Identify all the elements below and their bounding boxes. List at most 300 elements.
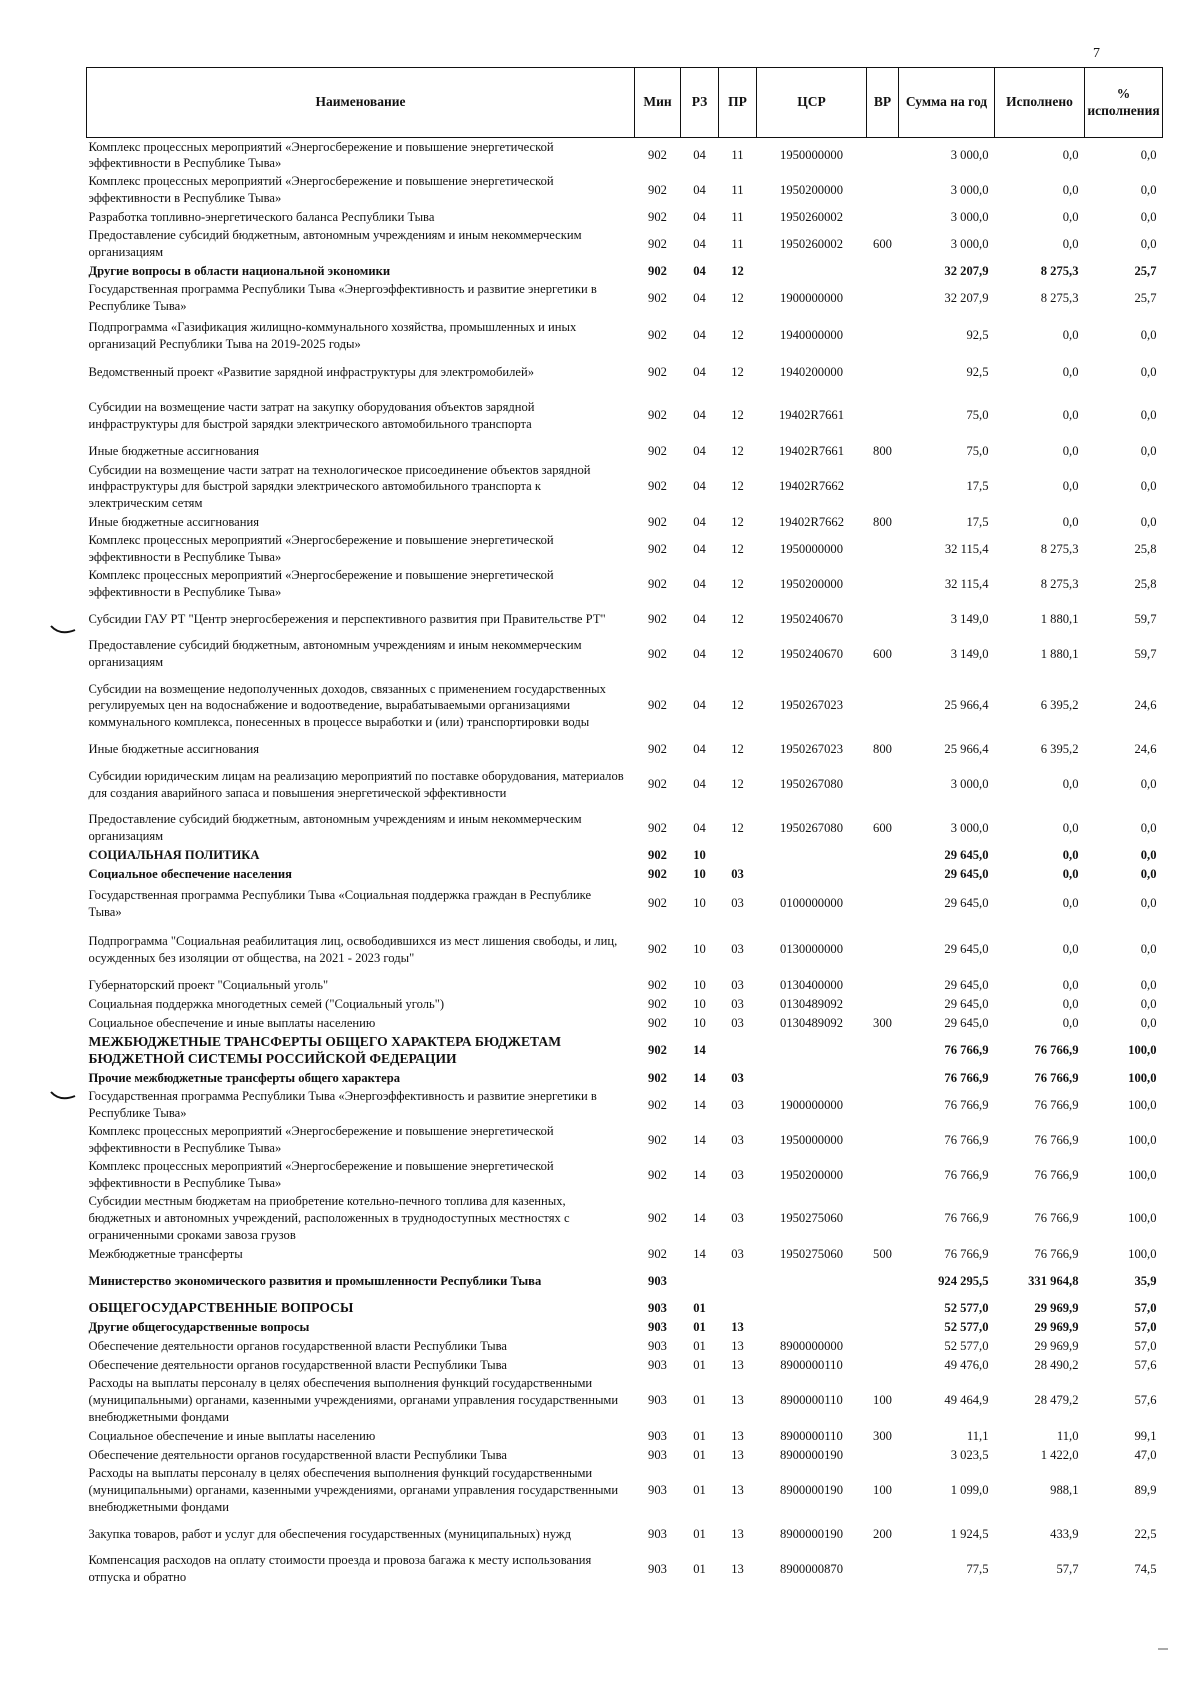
table-row [87, 1317, 1163, 1336]
cell-pct: 0,0 [1140, 408, 1157, 423]
cell-name: ОБЩЕГОСУДАРСТВЕННЫЕ ВОПРОСЫ [88, 1299, 354, 1315]
cell-pct: 100,0 [1128, 1043, 1157, 1058]
table-row [87, 1033, 1163, 1069]
cell-vr: 200 [873, 1526, 892, 1541]
cell-done: 28 479,2 [1034, 1393, 1079, 1408]
table-row [87, 1464, 1163, 1516]
cell-rz: 01 [693, 1526, 706, 1541]
cell-min: 902 [648, 646, 667, 661]
cell-rz: 10 [693, 942, 706, 957]
cell-pr: 03 [731, 977, 744, 992]
cell-pct: 59,7 [1134, 611, 1157, 626]
cell-csr: 0100000000 [780, 896, 843, 911]
cell-sum: 1 099,0 [950, 1483, 989, 1498]
cell-done: 57,7 [1056, 1561, 1079, 1576]
table-row [87, 1426, 1163, 1445]
cell-csr: 1940000000 [780, 328, 843, 343]
cell-sum: 77,5 [966, 1561, 989, 1576]
cell-rz: 01 [693, 1483, 706, 1498]
cell-pr: 12 [731, 646, 744, 661]
cell-min: 902 [648, 408, 667, 423]
cell-done: 6 395,2 [1040, 741, 1079, 756]
cell-csr: 1950260002 [780, 236, 843, 251]
header-done: Исполнено [995, 68, 1085, 138]
table-body [87, 138, 1163, 1587]
cell-rz: 14 [693, 1043, 706, 1058]
cell-vr [867, 976, 899, 995]
table-row [87, 138, 1163, 173]
cell-min: 902 [648, 1132, 667, 1147]
cell-csr: 1950240670 [780, 646, 843, 661]
cell-sum: 76 766,9 [944, 1132, 989, 1147]
table-row [87, 1087, 1163, 1122]
cell-name: Обеспечение деятельности органов государственной власти Республики Тыва [88, 1447, 507, 1462]
cell-min: 902 [648, 328, 667, 343]
cell-pct: 25,8 [1134, 541, 1157, 556]
cell-vr: 300 [873, 1015, 892, 1030]
cell-pct: 47,0 [1134, 1447, 1157, 1462]
cell-min: 902 [648, 977, 667, 992]
cell-min: 902 [648, 365, 667, 380]
cell-sum: 76 766,9 [944, 1043, 989, 1058]
cell-sum: 3 000,0 [950, 182, 989, 197]
cell-csr: 0130489092 [780, 1015, 843, 1030]
table-row [87, 442, 1163, 461]
table-row [87, 884, 1163, 924]
cell-vr [867, 461, 899, 513]
cell-done: 76 766,9 [1034, 1043, 1079, 1058]
cell-rz: 04 [693, 479, 706, 494]
cell-vr [867, 759, 899, 811]
cell-min: 903 [648, 1428, 667, 1443]
table-row [87, 356, 1163, 390]
cell-rz: 04 [693, 777, 706, 792]
cell-vr [867, 1122, 899, 1157]
cell-vr [867, 884, 899, 924]
cell-pr: 12 [731, 365, 744, 380]
table-row [87, 208, 1163, 227]
cell-name: Предоставление субсидий бюджетным, автономным учреждениям и иным некоммерческим организациям [88, 228, 582, 259]
cell-pct: 22,5 [1134, 1526, 1157, 1541]
cell-pr: 12 [731, 290, 744, 305]
cell-vr [867, 1551, 899, 1586]
table-row [87, 995, 1163, 1014]
cell-done: 988,1 [1050, 1483, 1079, 1498]
cell-min: 902 [648, 820, 667, 835]
cell-rz: 04 [693, 263, 706, 278]
table-row [87, 567, 1163, 602]
cell-name: Комплекс процессных мероприятий «Энергосбережение и повышение энергетической эффективности в Республике Тыва» [88, 1124, 554, 1155]
cell-pct: 100,0 [1128, 1211, 1157, 1226]
cell-name: Разработка топливно-энергетического баланса Республики Тыва [88, 209, 435, 224]
cell-pct: 25,8 [1134, 576, 1157, 591]
cell-min: 902 [648, 698, 667, 713]
cell-sum: 11,1 [966, 1428, 989, 1443]
cell-vr [867, 316, 899, 356]
cell-vr: 300 [873, 1428, 892, 1443]
table-row [87, 1192, 1163, 1244]
cell-name: Ведомственный проект «Развитие зарядной инфраструктуры для электромобилей» [88, 365, 535, 380]
cell-csr: 1950267080 [780, 777, 843, 792]
cell-sum: 29 645,0 [944, 847, 989, 862]
cell-done: 0,0 [1062, 408, 1079, 423]
cell-sum: 29 645,0 [944, 896, 989, 911]
cell-done: 0,0 [1062, 443, 1079, 458]
cell-sum: 32 115,4 [944, 576, 989, 591]
cell-pct: 0,0 [1140, 996, 1157, 1011]
cell-done: 76 766,9 [1034, 1211, 1079, 1226]
cell-csr [757, 1317, 867, 1336]
cell-min: 902 [648, 896, 667, 911]
cell-sum: 76 766,9 [944, 1070, 989, 1085]
cell-done: 0,0 [1062, 896, 1079, 911]
cell-min: 902 [648, 611, 667, 626]
cell-pr: 11 [731, 209, 744, 224]
cell-name: Комплекс процессных мероприятий «Энергосбережение и повышение энергетической эффективности в Республике Тыва» [88, 568, 554, 599]
cell-min: 902 [648, 1097, 667, 1112]
cell-name: Субсидии на возмещение недополученных доходов, связанных с применением государственных регулируемых цен на водоснабжение и водоотведение, вырабатываемыми организациями коммунального комплекса, понесенных в процессе выработки и (или) транспортировки воды [88, 681, 606, 729]
cell-csr: 1950000000 [780, 147, 843, 162]
cell-min: 903 [648, 1338, 667, 1353]
cell-sum: 75,0 [966, 443, 989, 458]
cell-pct: 0,0 [1140, 514, 1157, 529]
cell-pct: 100,0 [1128, 1246, 1157, 1261]
cell-csr: 19402R7662 [778, 479, 845, 494]
cell-done: 8 275,3 [1040, 541, 1079, 556]
cell-rz: 04 [693, 443, 706, 458]
cell-rz: 01 [693, 1319, 706, 1334]
cell-pct: 0,0 [1140, 977, 1157, 992]
cell-pr: 12 [731, 741, 744, 756]
table-row [87, 173, 1163, 208]
cell-pct: 74,5 [1134, 1561, 1157, 1576]
cell-done: 0,0 [1062, 182, 1079, 197]
cell-csr: 1950275060 [780, 1211, 843, 1226]
cell-sum: 76 766,9 [944, 1167, 989, 1182]
cell-pct: 0,0 [1140, 236, 1157, 251]
cell-rz: 14 [693, 1070, 706, 1085]
cell-rz: 10 [693, 977, 706, 992]
cell-vr [867, 1298, 899, 1317]
cell-sum: 29 645,0 [944, 977, 989, 992]
cell-sum: 17,5 [966, 514, 989, 529]
cell-rz: 04 [693, 290, 706, 305]
cell-pct: 0,0 [1140, 147, 1157, 162]
cell-vr [867, 1087, 899, 1122]
cell-pct: 0,0 [1140, 209, 1157, 224]
cell-sum: 75,0 [966, 408, 989, 423]
cell-pr [719, 846, 757, 865]
table-row [87, 637, 1163, 672]
cell-vr: 600 [873, 236, 892, 251]
cell-rz: 14 [693, 1132, 706, 1147]
cell-min: 903 [648, 1447, 667, 1462]
cell-rz: 14 [693, 1097, 706, 1112]
cell-sum: 52 577,0 [944, 1338, 989, 1353]
cell-rz: 01 [693, 1447, 706, 1462]
cell-sum: 29 645,0 [944, 1015, 989, 1030]
cell-rz: 10 [693, 847, 706, 862]
cell-pr: 12 [731, 611, 744, 626]
cell-min: 903 [648, 1300, 667, 1315]
cell-min: 902 [648, 741, 667, 756]
cell-vr [867, 281, 899, 316]
cell-name: Субсидии местным бюджетам на приобретение котельно-печного топлива для казенных, бюджетных и автономных учреждений, расположенных в труднодоступных местностях с ограниченными сроками завоза грузов [88, 1194, 570, 1242]
cell-csr: 1940200000 [780, 365, 843, 380]
cell-rz [681, 1263, 719, 1298]
cell-min: 902 [648, 290, 667, 305]
cell-min: 903 [648, 1273, 667, 1288]
cell-csr: 1950260002 [780, 209, 843, 224]
cell-csr: 8900000110 [780, 1393, 843, 1408]
cell-pct: 24,6 [1134, 741, 1157, 756]
cell-sum: 52 577,0 [944, 1319, 989, 1334]
cell-name: Комплекс процессных мероприятий «Энергосбережение и повышение энергетической эффективности в Республике Тыва» [88, 139, 554, 171]
cell-pct: 0,0 [1140, 1015, 1157, 1030]
cell-name: Другие вопросы в области национальной экономики [88, 263, 391, 278]
table-row [87, 1355, 1163, 1374]
table-row [87, 811, 1163, 846]
cell-name: СОЦИАЛЬНАЯ ПОЛИТИКА [88, 847, 260, 862]
cell-done: 76 766,9 [1034, 1070, 1079, 1085]
cell-pr: 13 [731, 1338, 744, 1353]
cell-name: Иные бюджетные ассигнования [88, 741, 260, 756]
margin-check-mark [50, 624, 76, 636]
cell-sum: 49 464,9 [944, 1393, 989, 1408]
cell-csr: 1950267080 [780, 820, 843, 835]
cell-vr [867, 390, 899, 442]
table-row [87, 1157, 1163, 1192]
cell-pr: 13 [731, 1428, 744, 1443]
cell-min: 902 [648, 443, 667, 458]
cell-min: 902 [648, 847, 667, 862]
cell-rz: 04 [693, 698, 706, 713]
cell-sum: 1 924,5 [950, 1526, 989, 1541]
cell-vr: 800 [873, 514, 892, 529]
cell-csr: 8900000190 [780, 1483, 843, 1498]
cell-csr: 8900000110 [780, 1357, 843, 1372]
cell-done: 6 395,2 [1040, 698, 1079, 713]
cell-sum: 32 115,4 [944, 541, 989, 556]
cell-vr: 100 [873, 1483, 892, 1498]
cell-vr [867, 532, 899, 567]
table-row [87, 1336, 1163, 1355]
cell-done: 0,0 [1062, 147, 1079, 162]
cell-name: Иные бюджетные ассигнования [88, 443, 260, 458]
cell-sum: 3 000,0 [950, 777, 989, 792]
cell-done: 1 880,1 [1040, 611, 1079, 626]
cell-name: Предоставление субсидий бюджетным, автономным учреждениям и иным некоммерческим организациям [88, 638, 582, 669]
cell-done: 28 490,2 [1034, 1357, 1079, 1372]
cell-done: 76 766,9 [1034, 1246, 1079, 1261]
cell-pr: 03 [731, 1211, 744, 1226]
cell-sum: 76 766,9 [944, 1246, 989, 1261]
cell-name: Межбюджетные трансферты [88, 1246, 243, 1261]
cell-name: Компенсация расходов на оплату стоимости проезда и провоза багажа к месту использования отпуска и обратно [88, 1553, 592, 1584]
cell-csr: 1950267023 [780, 741, 843, 756]
cell-name: Иные бюджетные ассигнования [88, 514, 260, 529]
cell-done: 29 969,9 [1034, 1300, 1079, 1315]
cell-name: Социальное обеспечение населения [88, 866, 292, 881]
cell-min: 902 [648, 866, 667, 881]
cell-sum: 25 966,4 [944, 741, 989, 756]
cell-rz: 01 [693, 1428, 706, 1443]
cell-min: 903 [648, 1393, 667, 1408]
cell-rz: 04 [693, 611, 706, 626]
cell-min: 903 [648, 1483, 667, 1498]
cell-rz: 04 [693, 576, 706, 591]
cell-pr: 12 [731, 576, 744, 591]
cell-done: 331 964,8 [1028, 1273, 1079, 1288]
cell-pct: 0,0 [1140, 479, 1157, 494]
cell-pct: 0,0 [1140, 866, 1157, 881]
cell-vr [867, 995, 899, 1014]
cell-rz: 01 [693, 1357, 706, 1372]
cell-pr [719, 1298, 757, 1317]
cell-vr [867, 1317, 899, 1336]
cell-vr [867, 924, 899, 976]
cell-rz: 04 [693, 328, 706, 343]
cell-csr: 1900000000 [780, 1097, 843, 1112]
cell-sum: 52 577,0 [944, 1300, 989, 1315]
cell-pr: 12 [731, 408, 744, 423]
cell-vr [867, 356, 899, 390]
cell-done: 76 766,9 [1034, 1097, 1079, 1112]
cell-name: Прочие межбюджетные трансферты общего характера [88, 1070, 400, 1085]
cell-pr: 03 [731, 1070, 744, 1085]
cell-sum: 924 295,5 [938, 1273, 989, 1288]
cell-pr: 11 [731, 147, 744, 162]
cell-min: 902 [648, 1246, 667, 1261]
cell-csr: 19402R7662 [778, 514, 845, 529]
cell-vr [867, 1336, 899, 1355]
cell-sum: 3 000,0 [950, 236, 989, 251]
cell-pct: 57,0 [1134, 1300, 1157, 1315]
cell-sum: 76 766,9 [944, 1211, 989, 1226]
cell-min: 902 [648, 777, 667, 792]
cell-csr: 1950200000 [780, 576, 843, 591]
cell-pct: 89,9 [1134, 1483, 1157, 1498]
cell-min: 902 [648, 996, 667, 1011]
cell-csr: 1950275060 [780, 1246, 843, 1261]
cell-vr [867, 208, 899, 227]
cell-pct: 25,7 [1134, 263, 1157, 278]
table-row [87, 865, 1163, 884]
cell-done: 76 766,9 [1034, 1167, 1079, 1182]
cell-sum: 29 645,0 [944, 942, 989, 957]
cell-sum: 76 766,9 [944, 1097, 989, 1112]
budget-table [86, 67, 1162, 1586]
cell-name: Обеспечение деятельности органов государственной власти Республики Тыва [88, 1357, 507, 1372]
cell-min: 902 [648, 1015, 667, 1030]
cell-pct: 100,0 [1128, 1132, 1157, 1147]
cell-done: 1 422,0 [1040, 1447, 1079, 1462]
cell-csr: 1950000000 [780, 1132, 843, 1147]
cell-name: Обеспечение деятельности органов государственной власти Республики Тыва [88, 1338, 507, 1353]
cell-csr: 1950240670 [780, 611, 843, 626]
cell-done: 0,0 [1062, 328, 1079, 343]
cell-pr: 11 [731, 182, 744, 197]
cell-name: МЕЖБЮДЖЕТНЫЕ ТРАНСФЕРТЫ ОБЩЕГО ХАРАКТЕРА БЮДЖЕТАМ БЮДЖЕТНОЙ СИСТЕМЫ РОССИЙСКОЙ ФЕДЕРАЦИИ [88, 1033, 562, 1067]
cell-csr [757, 1068, 867, 1087]
cell-name: Расходы на выплаты персоналу в целях обеспечения выполнения функций государственными (муниципальными) органами, казенными учреждениями, органами управления государственными внебюджетными фондами [88, 1376, 619, 1424]
cell-pr: 13 [731, 1393, 744, 1408]
cell-sum: 3 149,0 [950, 646, 989, 661]
cell-pr: 12 [731, 263, 744, 278]
cell-min: 902 [648, 209, 667, 224]
cell-done: 29 969,9 [1034, 1319, 1079, 1334]
cell-rz: 10 [693, 896, 706, 911]
cell-pr: 12 [731, 479, 744, 494]
page-number: 7 [1093, 46, 1100, 61]
cell-sum: 25 966,4 [944, 698, 989, 713]
cell-name: Субсидии на возмещение части затрат на закупку оборудования объектов зарядной инфраструктуры для быстрой зарядки электрического автомобильного транспорта [88, 399, 535, 431]
cell-pr: 12 [731, 777, 744, 792]
cell-sum: 3 149,0 [950, 611, 989, 626]
cell-vr [867, 672, 899, 740]
cell-min: 902 [648, 182, 667, 197]
cell-vr: 800 [873, 741, 892, 756]
cell-pct: 57,6 [1134, 1393, 1157, 1408]
cell-done: 0,0 [1062, 847, 1079, 862]
cell-csr [757, 1033, 867, 1069]
cell-csr: 8900000190 [780, 1447, 843, 1462]
cell-rz: 14 [693, 1246, 706, 1261]
cell-pr: 03 [731, 1132, 744, 1147]
cell-done: 0,0 [1062, 820, 1079, 835]
cell-done: 0,0 [1062, 996, 1079, 1011]
cell-pct: 0,0 [1140, 820, 1157, 835]
cell-name: Подпрограмма "Социальная реабилитация лиц, освободившихся из мест лишения свободы, и лиц, осужденных без изоляции от общества, на 2021 - 2023 годы" [88, 933, 618, 965]
cell-min: 902 [648, 514, 667, 529]
cell-csr: 8900000000 [780, 1338, 843, 1353]
cell-min: 902 [648, 576, 667, 591]
cell-name: Государственная программа Республики Тыва «Энергоэффективность и развитие энергетики в Республике Тыва» [88, 282, 597, 313]
cell-rz: 01 [693, 1393, 706, 1408]
table-row [87, 1374, 1163, 1426]
cell-pr: 11 [731, 236, 744, 251]
cell-pr: 13 [731, 1319, 744, 1334]
table-row [87, 924, 1163, 976]
header-vr: ВР [867, 68, 899, 138]
cell-pct: 0,0 [1140, 777, 1157, 792]
table-row [87, 602, 1163, 637]
cell-done: 433,9 [1050, 1526, 1079, 1541]
cell-min: 902 [648, 942, 667, 957]
cell-csr [757, 262, 867, 281]
header-min: Мин [635, 68, 681, 138]
cell-pr: 03 [731, 896, 744, 911]
cell-pr: 03 [731, 996, 744, 1011]
cell-min: 902 [648, 1070, 667, 1085]
cell-rz: 04 [693, 541, 706, 556]
cell-min: 903 [648, 1561, 667, 1576]
cell-vr [867, 1157, 899, 1192]
cell-vr [867, 1033, 899, 1069]
cell-done: 0,0 [1062, 866, 1079, 881]
cell-rz: 04 [693, 209, 706, 224]
table-row [87, 316, 1163, 356]
cell-vr: 500 [873, 1246, 892, 1261]
cell-pr: 12 [731, 514, 744, 529]
cell-vr [867, 1192, 899, 1244]
cell-rz: 01 [693, 1300, 706, 1315]
cell-pr: 12 [731, 698, 744, 713]
cell-sum: 32 207,9 [944, 290, 989, 305]
cell-name: Государственная программа Республики Тыва «Социальная поддержка граждан в Республике Тыва» [88, 887, 592, 919]
cell-vr [867, 602, 899, 637]
table-row [87, 846, 1163, 865]
